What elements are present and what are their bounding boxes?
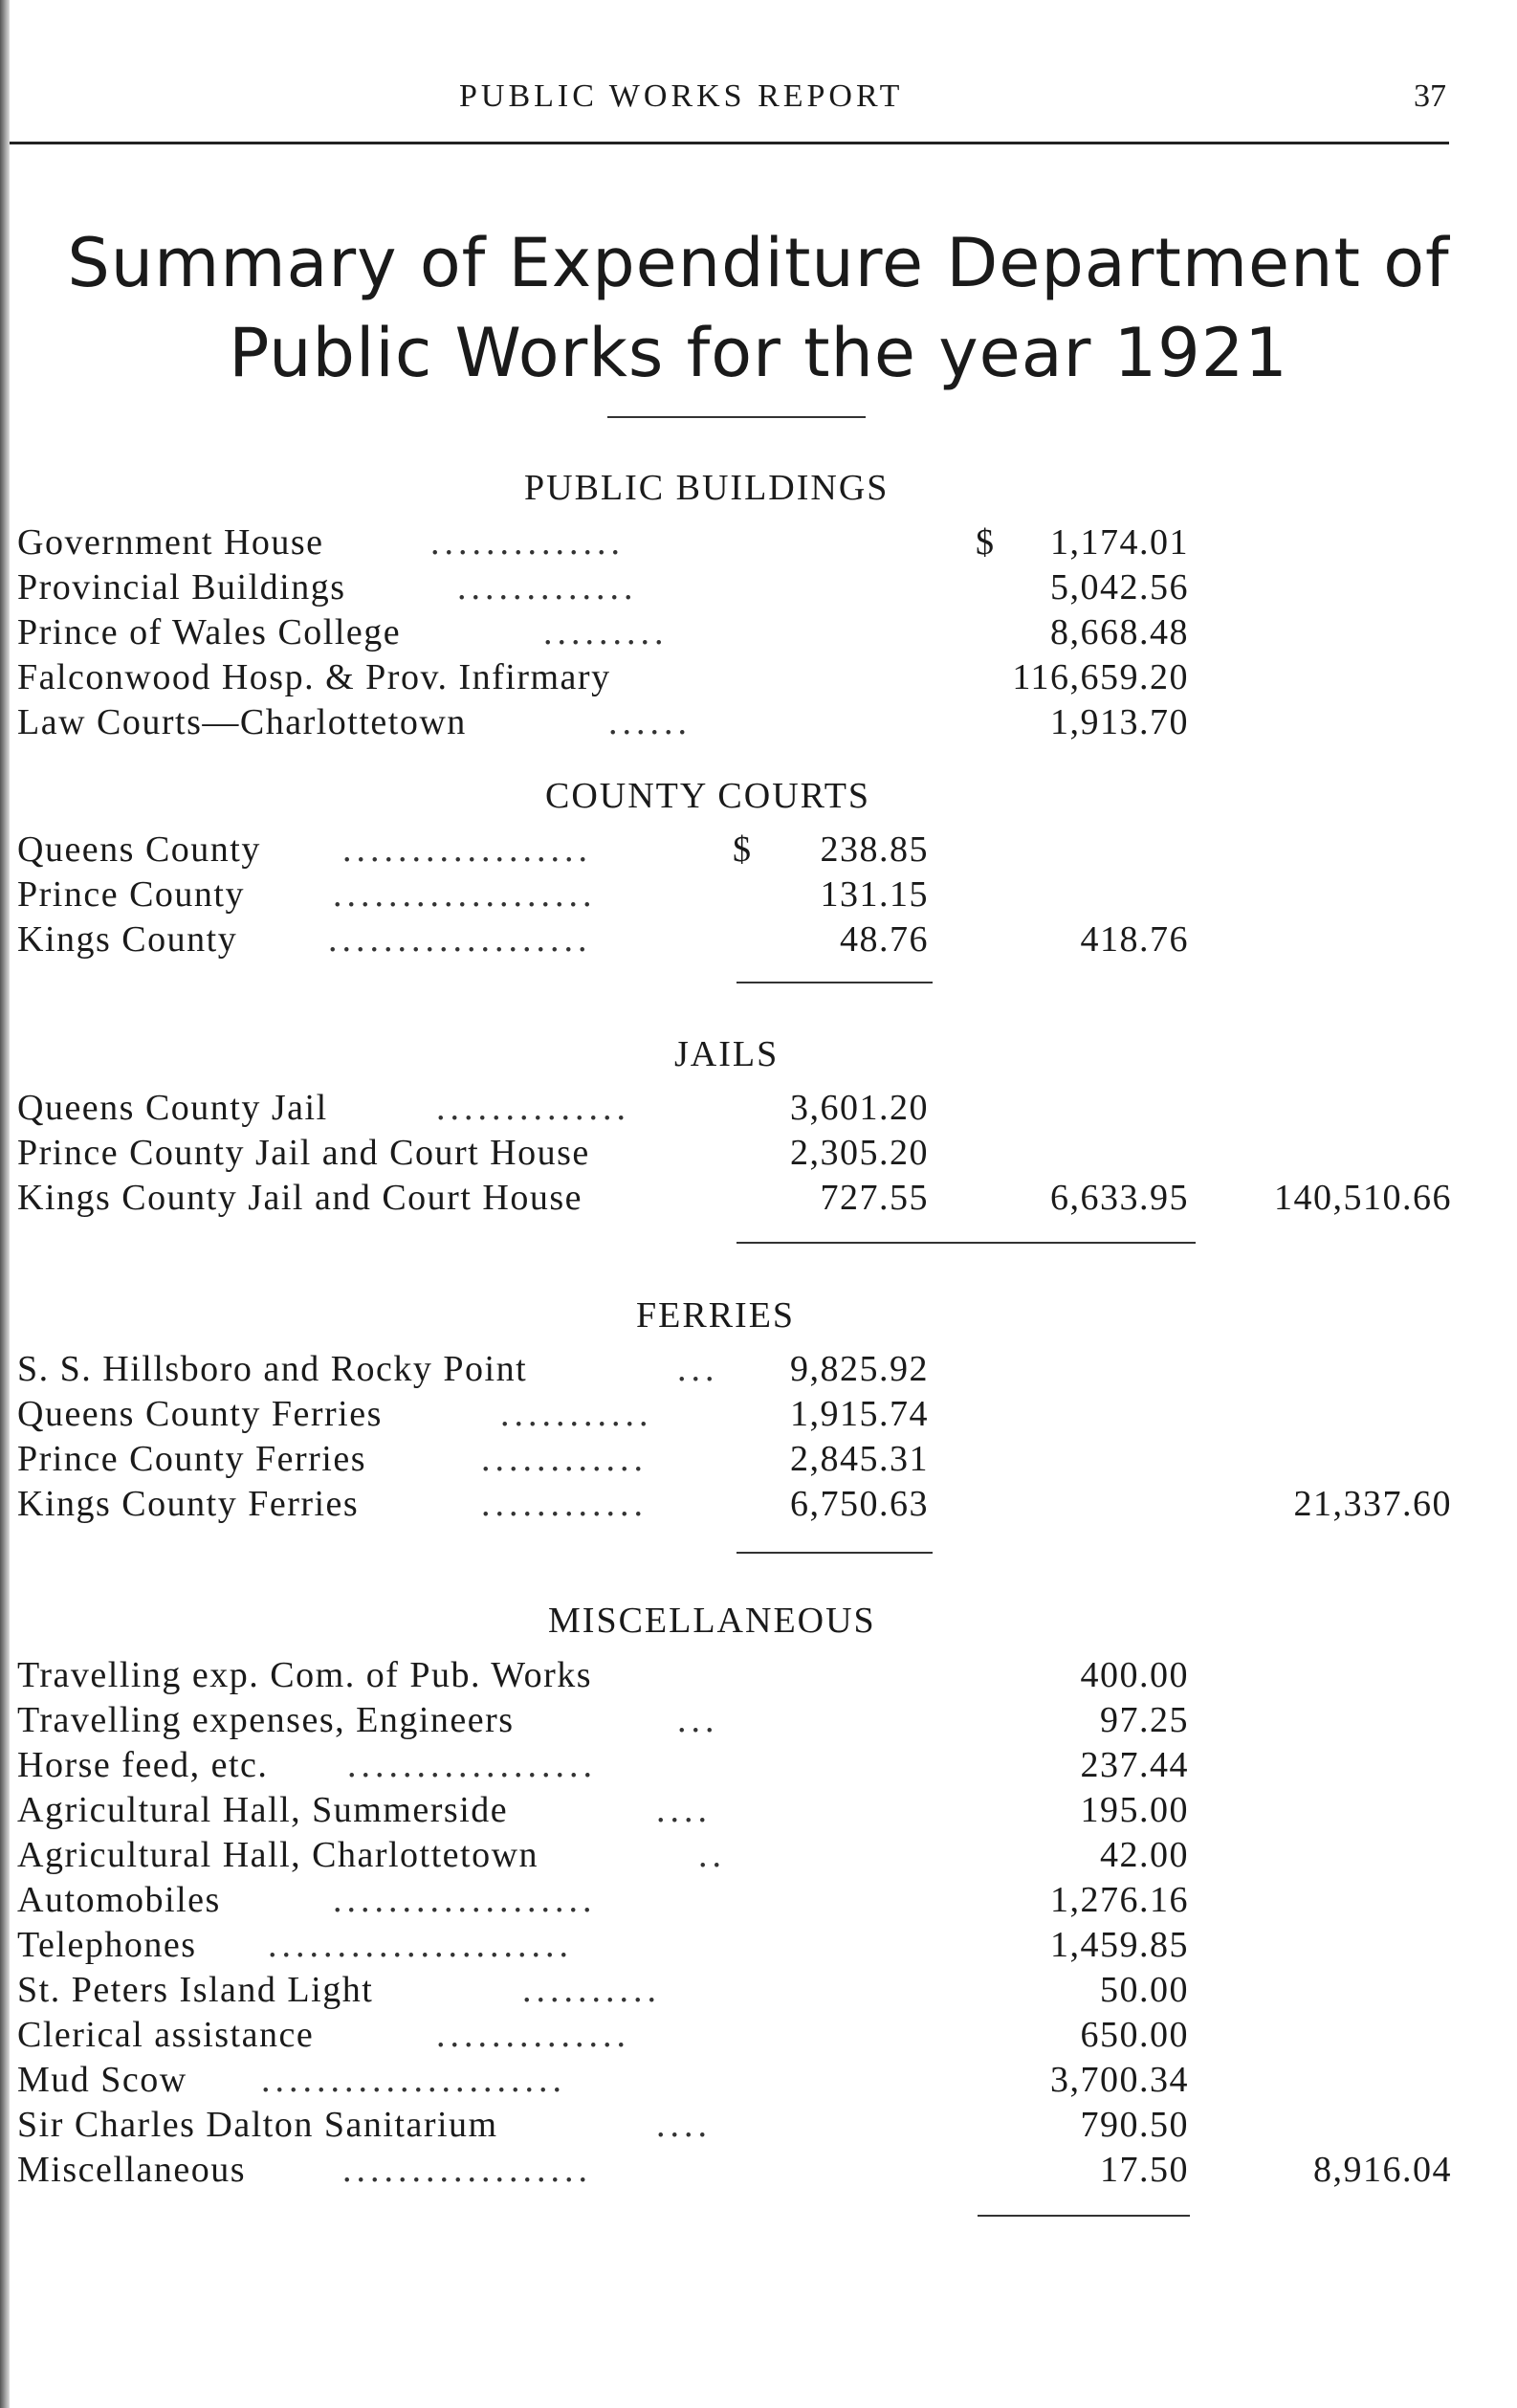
item-amount: 1,913.70 xyxy=(1050,702,1189,742)
subtotal-rule xyxy=(737,1552,933,1554)
leader-dots: ............ xyxy=(481,1484,648,1524)
leader-dots: .............. xyxy=(436,2015,630,2055)
list-item xyxy=(17,1699,1452,1743)
item-label: St. Peters Island Light xyxy=(17,1970,374,2010)
item-amount: 42.00 xyxy=(1100,1835,1189,1875)
item-amount: 2,305.20 xyxy=(790,1133,929,1173)
grand-total: 140,510.66 xyxy=(1274,1178,1452,1218)
item-amount: 237.44 xyxy=(1080,1745,1189,1785)
leader-dots: ... xyxy=(677,1700,719,1740)
section-heading-county-courts: COUNTY COURTS xyxy=(545,776,871,816)
list-item xyxy=(17,656,1452,700)
leader-dots: .. xyxy=(698,1835,726,1875)
section-heading-jails: JAILS xyxy=(674,1034,780,1074)
currency-symbol: $ xyxy=(733,829,753,870)
currency-symbol: $ xyxy=(976,522,996,563)
item-label: Clerical assistance xyxy=(17,2015,315,2055)
item-amount: 238.85 xyxy=(820,829,929,870)
title-line-2: Public Works for the year 1921 xyxy=(229,314,1288,392)
item-amount: 3,601.20 xyxy=(790,1088,929,1128)
leader-dots: .............. xyxy=(436,1088,630,1128)
list-item xyxy=(17,1438,1452,1482)
item-label: Agricultural Hall, Summerside xyxy=(17,1790,509,1830)
leader-dots: ...................... xyxy=(268,1925,573,1965)
item-label: Prince of Wales College xyxy=(17,612,402,652)
list-item xyxy=(17,2059,1452,2103)
header-rule xyxy=(10,142,1449,144)
item-amount: 2,845.31 xyxy=(790,1439,929,1479)
item-label: Kings County Ferries xyxy=(17,1484,360,1524)
list-item xyxy=(17,521,1452,565)
section-subtotal: 6,633.95 xyxy=(1050,1178,1189,1218)
item-label: Prince County xyxy=(17,874,245,915)
item-label: Kings County xyxy=(17,919,238,960)
item-label: Prince County Ferries xyxy=(17,1439,367,1479)
item-label: Kings County Jail and Court House xyxy=(17,1178,583,1218)
list-item xyxy=(17,1924,1452,1968)
list-item xyxy=(17,1087,1452,1131)
item-amount: 17.50 xyxy=(1100,2150,1189,2190)
item-label: Automobiles xyxy=(17,1880,221,1920)
section-subtotal: 418.76 xyxy=(1080,919,1189,960)
subtotal-rule xyxy=(737,982,933,983)
item-label: Travelling exp. Com. of Pub. Works xyxy=(17,1655,593,1695)
leader-dots: ................... xyxy=(328,919,592,960)
leader-dots: ...................... xyxy=(261,2060,566,2100)
list-item xyxy=(17,873,1452,917)
list-item xyxy=(17,2149,1452,2193)
item-amount: 195.00 xyxy=(1080,1790,1189,1830)
item-label: Falconwood Hosp. & Prov. Infirmary xyxy=(17,657,611,697)
list-item xyxy=(17,1789,1452,1833)
total-rule xyxy=(737,1242,1196,1244)
list-item xyxy=(17,701,1452,745)
item-label: Provincial Buildings xyxy=(17,567,346,608)
leader-dots: ...... xyxy=(608,702,692,742)
list-item xyxy=(17,828,1452,873)
item-label: Travelling expenses, Engineers xyxy=(17,1700,515,1740)
list-item xyxy=(17,1348,1452,1392)
subtotal-rule xyxy=(978,2215,1190,2217)
item-amount: 8,668.48 xyxy=(1050,612,1189,652)
item-label: Horse feed, etc. xyxy=(17,1745,269,1785)
item-label: Telephones xyxy=(17,1925,197,1965)
item-amount: 48.76 xyxy=(840,919,929,960)
leader-dots: .... xyxy=(656,1790,712,1830)
item-label: S. S. Hillsboro and Rocky Point xyxy=(17,1349,528,1389)
item-amount: 1,915.74 xyxy=(790,1394,929,1434)
leader-dots: ................... xyxy=(333,1880,597,1920)
item-label: Agricultural Hall, Charlottetown xyxy=(17,1835,539,1875)
list-item xyxy=(17,611,1452,655)
section-heading-miscellaneous: MISCELLANEOUS xyxy=(548,1601,876,1641)
item-label: Queens County xyxy=(17,829,261,870)
leader-dots: ................... xyxy=(333,874,597,915)
item-amount: 400.00 xyxy=(1080,1655,1189,1695)
list-item xyxy=(17,2104,1452,2148)
running-head: PUBLIC WORKS REPORT xyxy=(459,78,904,114)
title-line-1: Summary of Expenditure Department of xyxy=(67,224,1450,302)
item-amount: 116,659.20 xyxy=(1012,657,1189,697)
item-amount: 790.50 xyxy=(1080,2105,1189,2145)
list-item xyxy=(17,1393,1452,1437)
leader-dots: .......... xyxy=(522,1970,661,2010)
list-item xyxy=(17,1879,1452,1923)
item-amount: 1,459.85 xyxy=(1050,1925,1189,1965)
item-label: Queens County Ferries xyxy=(17,1394,383,1434)
item-label: Government House xyxy=(17,522,324,563)
list-item xyxy=(17,566,1452,610)
list-item xyxy=(17,1177,1452,1221)
item-label: Sir Charles Dalton Sanitarium xyxy=(17,2105,498,2145)
item-amount: 5,042.56 xyxy=(1050,567,1189,608)
item-label: Law Courts—Charlottetown xyxy=(17,702,467,742)
item-amount: 3,700.34 xyxy=(1050,2060,1189,2100)
leader-dots: ........... xyxy=(500,1394,653,1434)
item-amount: 650.00 xyxy=(1080,2015,1189,2055)
item-amount: 1,276.16 xyxy=(1050,1880,1189,1920)
list-item xyxy=(17,1834,1452,1878)
leader-dots: .... xyxy=(656,2105,712,2145)
leader-dots: ... xyxy=(677,1349,719,1389)
page-number: 37 xyxy=(1414,78,1446,114)
leader-dots: ......... xyxy=(543,612,669,652)
section-total: 21,337.60 xyxy=(1293,1484,1452,1524)
section-heading-public-buildings: PUBLIC BUILDINGS xyxy=(524,468,890,508)
list-item xyxy=(17,1654,1452,1698)
section-total: 8,916.04 xyxy=(1313,2150,1452,2190)
item-amount: 50.00 xyxy=(1100,1970,1189,2010)
leader-dots: .................. xyxy=(342,829,592,870)
leader-dots: .................. xyxy=(347,1745,597,1785)
leader-dots: .............. xyxy=(430,522,625,563)
title-rule xyxy=(607,416,866,418)
list-item xyxy=(17,2014,1452,2058)
leader-dots: .................. xyxy=(342,2150,592,2190)
item-label: Miscellaneous xyxy=(17,2150,247,2190)
item-label: Queens County Jail xyxy=(17,1088,328,1128)
page-title xyxy=(0,218,1517,398)
item-amount: 97.25 xyxy=(1100,1700,1189,1740)
list-item xyxy=(17,1744,1452,1788)
list-item xyxy=(17,918,1452,962)
list-item xyxy=(17,1483,1452,1527)
list-item xyxy=(17,1132,1452,1176)
leader-dots: ............. xyxy=(457,567,638,608)
item-amount: 131.15 xyxy=(820,874,929,915)
leader-dots: ............ xyxy=(481,1439,648,1479)
item-amount: 6,750.63 xyxy=(790,1484,929,1524)
item-label: Mud Scow xyxy=(17,2060,187,2100)
section-heading-ferries: FERRIES xyxy=(636,1295,796,1336)
item-amount: 9,825.92 xyxy=(790,1349,929,1389)
item-amount: 727.55 xyxy=(820,1178,929,1218)
item-amount: 1,174.01 xyxy=(1050,522,1189,563)
item-label: Prince County Jail and Court House xyxy=(17,1133,590,1173)
list-item xyxy=(17,1969,1452,2013)
